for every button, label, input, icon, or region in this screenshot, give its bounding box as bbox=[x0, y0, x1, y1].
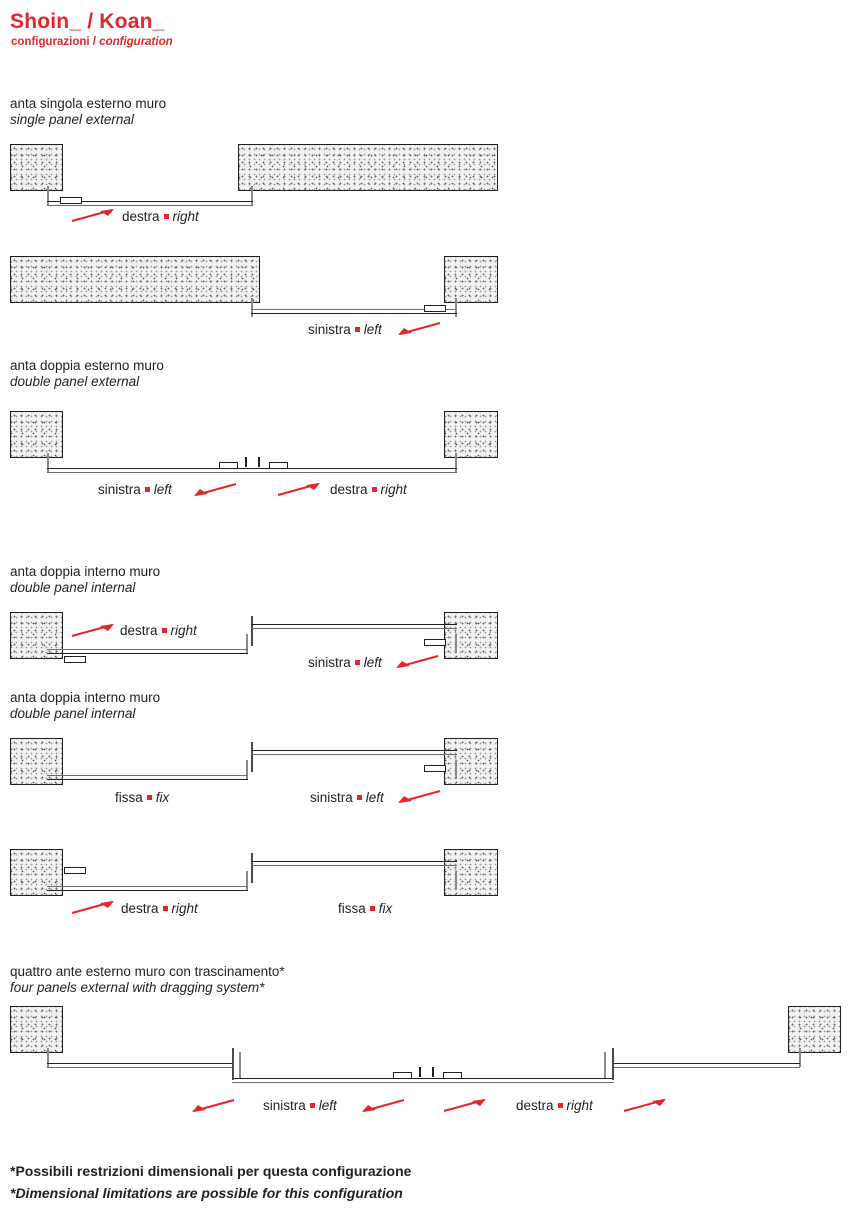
label-it: sinistra bbox=[308, 322, 351, 337]
door-jamb bbox=[47, 453, 49, 472]
wall-block bbox=[444, 738, 498, 785]
panel-handle bbox=[269, 462, 288, 469]
wall-block bbox=[10, 612, 63, 659]
door-jamb bbox=[246, 760, 248, 779]
bullet-square bbox=[164, 214, 169, 219]
panel-track-secondary bbox=[47, 1067, 232, 1068]
center-stop bbox=[419, 1067, 421, 1077]
subtitle-it: configurazioni / bbox=[11, 36, 100, 48]
bullet-square bbox=[355, 327, 360, 332]
panel-track-secondary bbox=[47, 886, 248, 887]
direction-arrow-left bbox=[392, 653, 440, 669]
panel-track-secondary bbox=[251, 628, 457, 629]
label-destra-right bbox=[121, 901, 198, 916]
door-jamb bbox=[251, 186, 253, 205]
label-it: fissa bbox=[115, 790, 143, 805]
wall-block bbox=[444, 256, 498, 303]
label-destra-right bbox=[330, 482, 407, 497]
panel-handle bbox=[393, 1072, 412, 1079]
label-it: sinistra bbox=[308, 655, 351, 670]
label-destra-right bbox=[120, 623, 197, 638]
label-it: destra bbox=[516, 1098, 554, 1113]
direction-arrow-right bbox=[70, 207, 118, 223]
panel-track bbox=[232, 1078, 614, 1079]
panel-track bbox=[47, 890, 248, 891]
section-4-label-en: double panel internal bbox=[10, 706, 136, 721]
direction-arrow-left bbox=[190, 481, 238, 497]
subtitle-en: configuration bbox=[99, 36, 173, 48]
bullet-square bbox=[558, 1103, 563, 1108]
label-en: right bbox=[566, 1098, 593, 1113]
section-1-label-it: anta singola esterno muro bbox=[10, 96, 167, 111]
door-jamb bbox=[246, 634, 248, 653]
section-caption-2 bbox=[10, 358, 164, 390]
panel-track-secondary bbox=[47, 775, 248, 776]
bullet-square bbox=[355, 660, 360, 665]
door-jamb bbox=[455, 760, 457, 779]
label-en: fix bbox=[155, 790, 170, 805]
door-jamb bbox=[799, 1048, 801, 1067]
section-4-label-it: anta doppia interno muro bbox=[10, 690, 161, 705]
label-en: left bbox=[363, 655, 382, 670]
label-en: left bbox=[363, 322, 382, 337]
center-stop bbox=[258, 457, 260, 467]
label-it: sinistra bbox=[98, 482, 141, 497]
panel-handle bbox=[60, 197, 82, 204]
bullet-square bbox=[145, 487, 150, 492]
panel-track bbox=[251, 313, 457, 314]
panel-track-secondary bbox=[251, 754, 457, 755]
bullet-square bbox=[357, 795, 362, 800]
panel-carrier bbox=[232, 1048, 234, 1080]
section-2-label-en: double panel external bbox=[10, 374, 140, 389]
label-sinistra-left bbox=[308, 322, 382, 337]
bullet-square bbox=[147, 795, 152, 800]
panel-track bbox=[613, 1063, 800, 1064]
panel-carrier bbox=[239, 1052, 241, 1078]
wall-block bbox=[10, 144, 63, 191]
label-it: sinistra bbox=[263, 1098, 306, 1113]
door-jamb bbox=[251, 742, 253, 772]
direction-arrow-left bbox=[358, 1097, 406, 1113]
label-en: right bbox=[171, 901, 198, 916]
panel-track bbox=[251, 624, 457, 625]
direction-arrow-right bbox=[622, 1097, 670, 1113]
panel-track bbox=[47, 468, 457, 469]
panel-handle bbox=[64, 656, 86, 663]
section-2-label-it: anta doppia esterno muro bbox=[10, 358, 164, 373]
door-jamb bbox=[251, 298, 253, 317]
label-it: destra bbox=[122, 209, 160, 224]
label-en: right bbox=[172, 209, 199, 224]
direction-arrow-right bbox=[442, 1097, 490, 1113]
wall-block bbox=[444, 612, 498, 659]
panel-track bbox=[47, 653, 248, 654]
wall-block bbox=[788, 1006, 841, 1053]
door-jamb bbox=[251, 616, 253, 646]
panel-track-secondary bbox=[232, 1082, 614, 1083]
direction-arrow-right bbox=[70, 622, 118, 638]
page-title: Shoin_ / Koan_ bbox=[10, 10, 165, 33]
panel-track-secondary bbox=[47, 649, 248, 650]
door-jamb bbox=[246, 871, 248, 890]
section-caption-3 bbox=[10, 564, 160, 596]
label-destra-right bbox=[122, 209, 199, 224]
wall-block bbox=[10, 1006, 63, 1053]
panel-track-secondary bbox=[251, 865, 457, 866]
panel-track-secondary bbox=[613, 1067, 800, 1068]
door-jamb bbox=[251, 853, 253, 883]
door-jamb bbox=[455, 298, 457, 317]
page-subtitle bbox=[11, 36, 173, 48]
center-stop bbox=[432, 1067, 434, 1077]
label-fissa-fix bbox=[338, 901, 392, 916]
panel-track bbox=[47, 1063, 232, 1064]
direction-arrow-left bbox=[394, 320, 442, 336]
panel-carrier bbox=[612, 1048, 614, 1080]
label-en: left bbox=[318, 1098, 337, 1113]
panel-handle bbox=[424, 765, 446, 772]
wall-block bbox=[444, 849, 498, 896]
direction-arrow-left bbox=[394, 788, 442, 804]
panel-handle bbox=[424, 639, 446, 646]
bullet-square bbox=[372, 487, 377, 492]
footnote-it: *Possibili restrizioni dimensionali per questa configurazione bbox=[10, 1163, 412, 1179]
direction-arrow-left bbox=[188, 1097, 236, 1113]
wall-block bbox=[10, 256, 260, 303]
panel-track-secondary bbox=[47, 205, 253, 206]
panel-handle bbox=[443, 1072, 462, 1079]
section-caption-5 bbox=[10, 964, 285, 996]
door-jamb bbox=[455, 871, 457, 890]
door-jamb bbox=[455, 634, 457, 653]
label-en: right bbox=[170, 623, 197, 638]
label-it: sinistra bbox=[310, 790, 353, 805]
door-jamb bbox=[47, 186, 49, 205]
label-en: left bbox=[365, 790, 384, 805]
label-sinistra-left bbox=[310, 790, 384, 805]
panel-handle bbox=[219, 462, 238, 469]
bullet-square bbox=[310, 1103, 315, 1108]
direction-arrow-right bbox=[276, 481, 324, 497]
section-1-label-en: single panel external bbox=[10, 112, 134, 127]
label-sinistra-left bbox=[263, 1098, 337, 1113]
section-5-label-en: four panels external with dragging system* bbox=[10, 980, 265, 995]
label-en: fix bbox=[378, 901, 393, 916]
panel-track-fixed bbox=[47, 779, 248, 780]
footnote-en: *Dimensional limitations are possible for this configuration bbox=[10, 1185, 403, 1201]
direction-arrow-right bbox=[70, 899, 118, 915]
label-en: right bbox=[380, 482, 407, 497]
section-caption-4 bbox=[10, 690, 160, 722]
label-it: destra bbox=[121, 901, 159, 916]
panel-track-secondary bbox=[47, 472, 457, 473]
wall-block bbox=[10, 738, 63, 785]
label-en: left bbox=[153, 482, 172, 497]
wall-block bbox=[238, 144, 498, 191]
bullet-square bbox=[163, 906, 168, 911]
panel-track-fixed bbox=[251, 861, 457, 862]
panel-handle bbox=[424, 305, 446, 312]
label-it: fissa bbox=[338, 901, 366, 916]
section-5-label-it: quattro ante esterno muro con trascinamento* bbox=[10, 964, 285, 979]
panel-handle bbox=[64, 867, 86, 874]
label-it: destra bbox=[330, 482, 368, 497]
label-sinistra-left bbox=[308, 655, 382, 670]
panel-track bbox=[251, 750, 457, 751]
section-3-label-it: anta doppia interno muro bbox=[10, 564, 161, 579]
label-sinistra-left bbox=[98, 482, 172, 497]
bullet-square bbox=[370, 906, 375, 911]
wall-block bbox=[10, 411, 63, 458]
wall-block bbox=[10, 849, 63, 896]
bullet-square bbox=[162, 628, 167, 633]
section-caption-1 bbox=[10, 96, 166, 128]
door-jamb bbox=[455, 453, 457, 472]
center-stop bbox=[245, 457, 247, 467]
panel-carrier bbox=[604, 1052, 606, 1078]
door-jamb bbox=[47, 1048, 49, 1067]
section-3-label-en: double panel internal bbox=[10, 580, 136, 595]
label-fissa-fix bbox=[115, 790, 169, 805]
label-it: destra bbox=[120, 623, 158, 638]
wall-block bbox=[444, 411, 498, 458]
label-destra-right bbox=[516, 1098, 593, 1113]
